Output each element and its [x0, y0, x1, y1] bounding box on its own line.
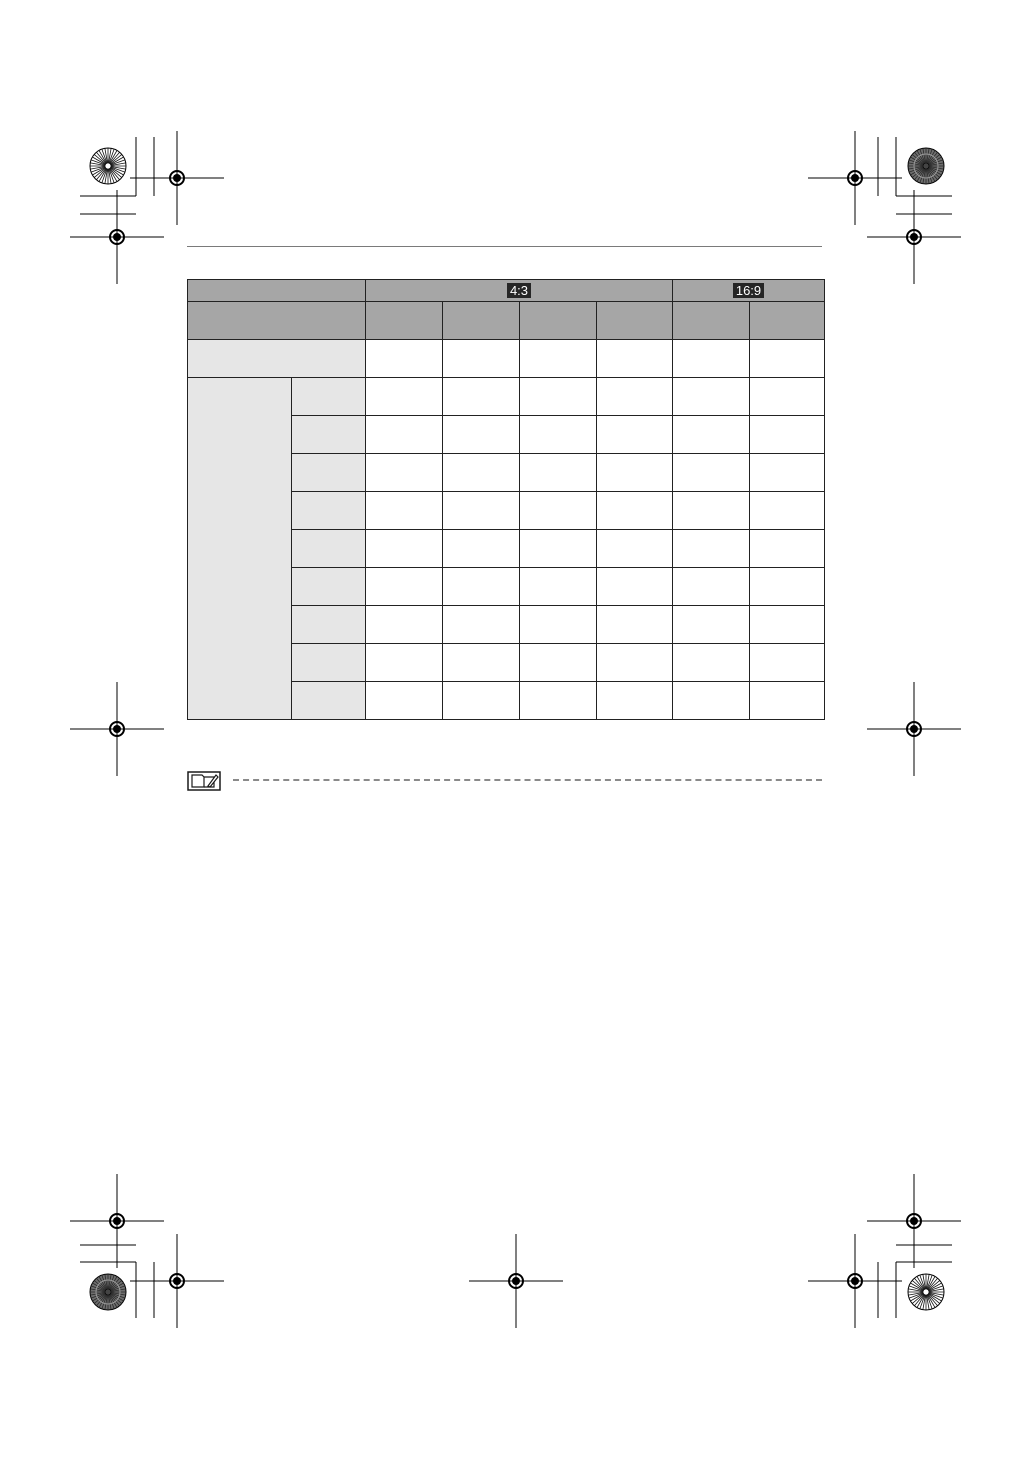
aspect-4-3-badge: 4:3 — [507, 283, 531, 298]
registration-target-icon — [808, 131, 902, 225]
registration-target-icon — [70, 682, 164, 776]
registration-target-icon — [130, 1234, 224, 1328]
registration-target-icon — [469, 1234, 563, 1328]
aspect-16-9-badge: 16:9 — [733, 283, 764, 298]
color-wheel-icon — [90, 148, 126, 184]
color-wheel-icon — [908, 1274, 944, 1310]
registration-target-icon — [70, 190, 164, 284]
registration-target-icon — [867, 1174, 961, 1268]
registration-target-icon — [130, 131, 224, 225]
color-wheel-icon — [908, 148, 944, 184]
registration-target-icon — [70, 1174, 164, 1268]
color-wheel-icon — [90, 1274, 126, 1310]
registration-target-icon — [808, 1234, 902, 1328]
registration-target-icon — [867, 190, 961, 284]
registration-target-icon — [867, 682, 961, 776]
